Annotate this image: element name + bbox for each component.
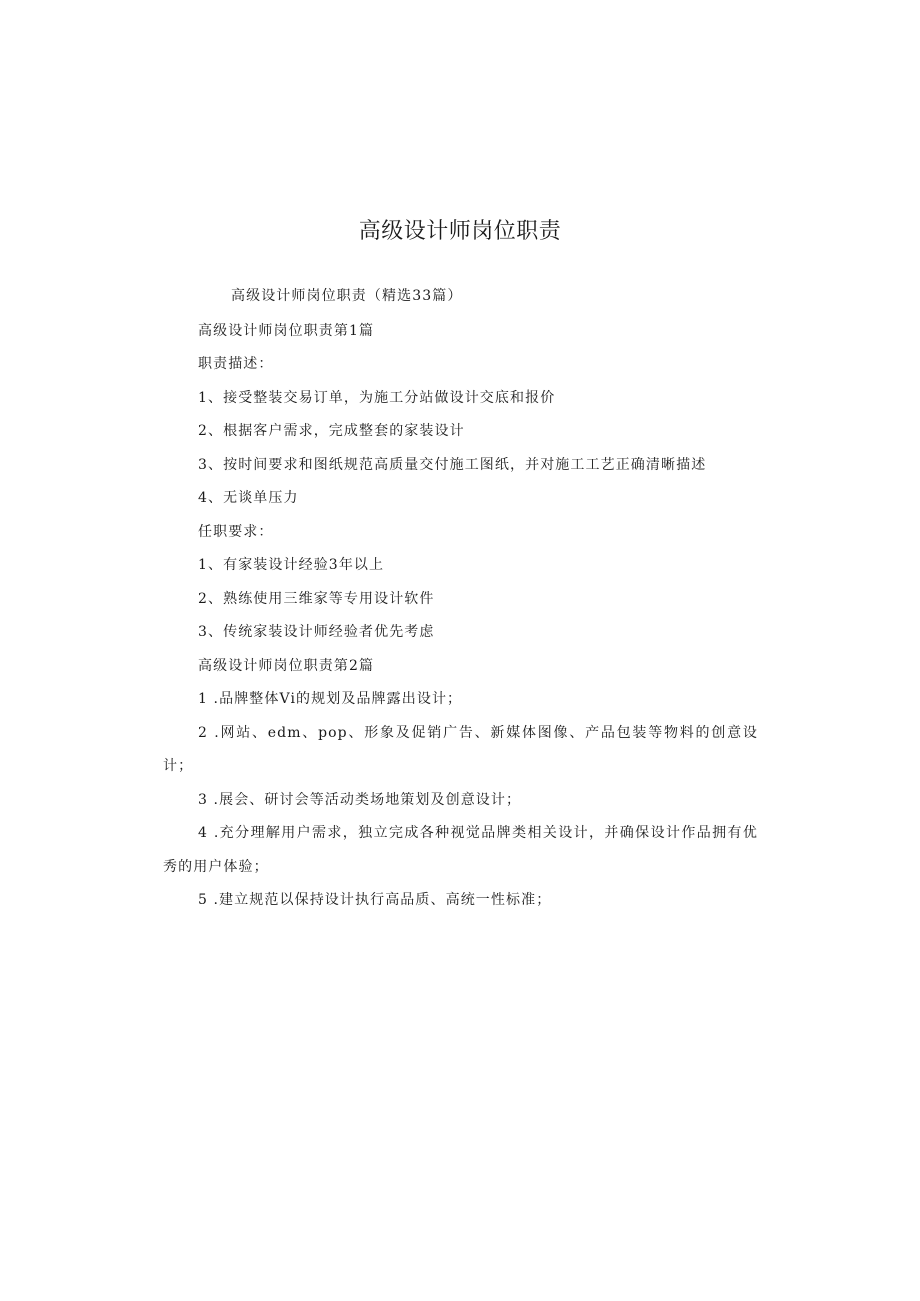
requirement-item: 2、熟练使用三维家等专用设计软件 — [198, 590, 435, 607]
section-heading: 高级设计师岗位职责第2篇 — [198, 657, 375, 674]
duty-item: 4、无谈单压力 — [198, 490, 299, 506]
duty-item: 2、根据客户需求，完成整套的家装设计 — [198, 423, 465, 439]
duty-item: 3、按时间要求和图纸规范高质量交付施工图纸，并对施工工艺正确清晰描述 — [198, 456, 707, 473]
list-item: 1 .品牌整体Vi的规划及品牌露出设计； — [198, 691, 463, 707]
duty-label: 职责描述： — [198, 356, 274, 372]
document-title: 高级设计师岗位职责 — [358, 219, 562, 244]
list-item: 4 .充分理解用户需求，独立完成各种视觉品牌类相关设计，并确保设计作品拥有优秀的用户体验； — [163, 825, 758, 875]
duty-item: 1、接受整装交易订单，为施工分站做设计交底和报价 — [198, 389, 556, 406]
section-heading: 高级设计师岗位职责第1篇 — [198, 322, 375, 339]
document-body — [163, 280, 758, 918]
document-subtitle: 高级设计师岗位职责（精选33篇） — [231, 288, 463, 304]
list-item: 2 .网站、edm、pop、形象及促销广告、新媒体图像、产品包装等物料的创意设计； — [163, 724, 758, 774]
requirement-label: 任职要求： — [198, 523, 274, 540]
requirement-item: 3、传统家装设计师经验者优先考虑 — [198, 624, 435, 640]
requirement-item: 1、有家装设计经验3年以上 — [198, 557, 385, 573]
list-item: 5 .建立规范以保持设计执行高品质、高统一性标准； — [198, 892, 552, 908]
list-item: 3 .展会、研讨会等活动类场地策划及创意设计； — [198, 791, 522, 808]
